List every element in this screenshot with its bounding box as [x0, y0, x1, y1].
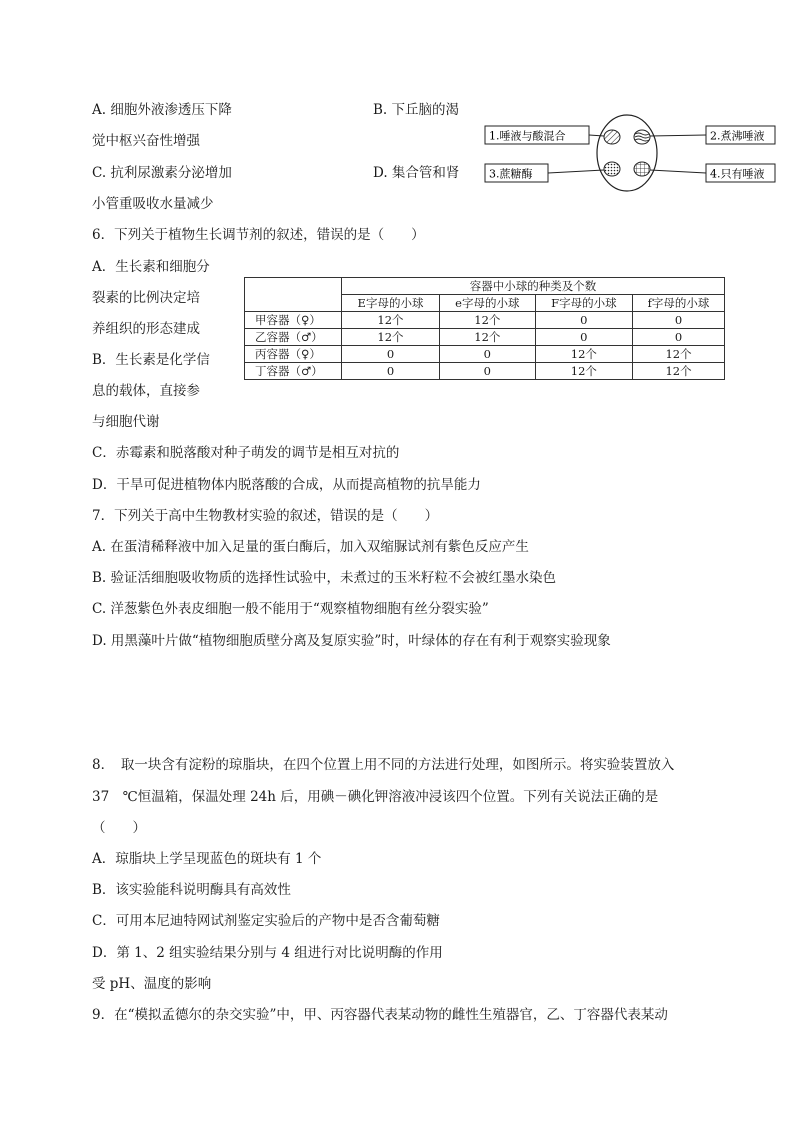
row-header: 甲容器（♀）: [245, 312, 342, 329]
q8-option-c: C．可用本尼迪特网试剂鉴定实验后的产物中是否含葡萄糖: [92, 913, 440, 929]
q5-option-d-line1: D. 集合管和肾: [373, 165, 460, 181]
q5-option-c-line1: C. 抗利尿激素分泌增加: [92, 165, 232, 181]
q6-stem: 6．下列关于植物生长调节剂的叙述，错误的是（ ）: [92, 227, 425, 243]
label-2: 2.煮沸唾液: [710, 129, 765, 143]
q6-option-a-line2: 裂素的比例决定培: [92, 290, 200, 306]
table-cell: 0: [633, 329, 725, 346]
label-1: 1.唾液与酸混合: [489, 129, 566, 143]
table-row: [245, 363, 725, 380]
spot-2: [634, 130, 650, 144]
table-header-row: [245, 278, 725, 295]
table-cell: 0: [440, 363, 536, 380]
table-cell: 0: [342, 363, 440, 380]
q8-stem-line3: （ ）: [92, 820, 146, 836]
table-cell: 0: [535, 312, 632, 329]
label-3: 3.蔗糖酶: [489, 167, 533, 181]
q8-option-b: B．该实验能科说明酶具有高效性: [92, 882, 291, 898]
q8-stem-line2: 37 ℃恒温箱，保温处理 24h 后，用碘－碘化钾溶液冲浸该四个位置。下列有关说法正确的是: [92, 789, 659, 805]
table-cell: 0: [440, 346, 536, 363]
table-cell: 12个: [535, 363, 632, 380]
q7-option-b: B. 验证活细胞吸收物质的选择性试验中，未煮过的玉米籽粒不会被红墨水染色: [92, 570, 557, 586]
label-4: 4.只有唾液: [710, 167, 765, 181]
column-header: f字母的小球: [633, 295, 725, 312]
q7-option-c: C. 洋葱紫色外表皮细胞一般不能用于“观察植物细胞有丝分裂实验”: [92, 601, 489, 617]
spot-3: [604, 162, 620, 176]
table-cell: 12个: [342, 312, 440, 329]
table-corner-cell: [245, 278, 342, 312]
q8-option-d-line1: D．第 1、2 组实验结果分别与 4 组进行对比说明酶的作用: [92, 945, 443, 961]
table-cell: 0: [633, 312, 725, 329]
spot-4: [634, 162, 650, 176]
q5-option-b-line1: B. 下丘脑的渴: [373, 102, 460, 118]
q6-option-a-line1: A．生长素和细胞分: [92, 259, 210, 275]
table-cell: 12个: [633, 346, 725, 363]
ball-count-table: [244, 277, 725, 380]
q7-stem: 7．下列关于高中生物教材实验的叙述，错误的是（ ）: [92, 508, 439, 524]
spot-1: [604, 130, 620, 144]
q5-option-c-line2: 小管重吸收水量减少: [92, 196, 214, 212]
agar-figure-svg: [484, 112, 776, 194]
table-cell: 12个: [440, 329, 536, 346]
table-cell: 0: [342, 346, 440, 363]
row-header: 丁容器（♂）: [245, 363, 342, 380]
q8-option-d-line2: 受 pH、温度的影响: [92, 976, 212, 992]
q5-option-a-line1: A. 细胞外液渗透压下降: [92, 102, 232, 118]
q6-option-a-line3: 养组织的形态建成: [92, 321, 200, 337]
table-cell: 12个: [535, 346, 632, 363]
table-row: [245, 329, 725, 346]
column-header: F字母的小球: [535, 295, 632, 312]
column-header: E字母的小球: [342, 295, 440, 312]
q7-option-d: D. 用黑藻叶片做“植物细胞质壁分离及复原实验”时，叶绿体的存在有利于观察实验现象: [92, 633, 611, 649]
q8-stem-line1: 8． 取一块含有淀粉的琼脂块，在四个位置上用不同的方法进行处理，如图所示。将实验装置放入: [92, 757, 675, 773]
column-header: e字母的小球: [440, 295, 536, 312]
q7-option-a: A. 在蛋清稀释液中加入足量的蛋白酶后，加入双缩脲试剂有紫色反应产生: [92, 539, 529, 555]
table-group-header: 容器中小球的种类及个数: [342, 278, 725, 295]
row-header: 乙容器（♂）: [245, 329, 342, 346]
q6-option-d: D．干旱可促进植物体内脱落酸的合成，从而提高植物的抗旱能力: [92, 477, 481, 493]
table-cell: 12个: [440, 312, 536, 329]
table-cell: 12个: [342, 329, 440, 346]
table-cell: 12个: [633, 363, 725, 380]
row-header: 丙容器（♀）: [245, 346, 342, 363]
table-row: [245, 346, 725, 363]
agar-block-figure: [484, 112, 776, 194]
agar-block: [597, 115, 657, 191]
q6-option-b-line2: 息的载体，直接参: [92, 383, 200, 399]
q5-option-a-line2: 觉中枢兴奋性增强: [92, 133, 200, 149]
q6-option-c: C．赤霉素和脱落酸对种子萌发的调节是相互对抗的: [92, 445, 400, 461]
q9-stem: 9．在“模拟孟德尔的杂交实验”中，甲、丙容器代表某动物的雌性生殖器官，乙、丁容器代表某动: [92, 1007, 668, 1023]
q8-option-a: A．琼脂块上学呈现蓝色的斑块有 1 个: [92, 851, 322, 867]
q6-option-b-line1: B．生长素是化学信: [92, 352, 210, 368]
table-cell: 0: [535, 329, 632, 346]
table-row: [245, 312, 725, 329]
q6-option-b-line3: 与细胞代谢: [92, 414, 160, 430]
